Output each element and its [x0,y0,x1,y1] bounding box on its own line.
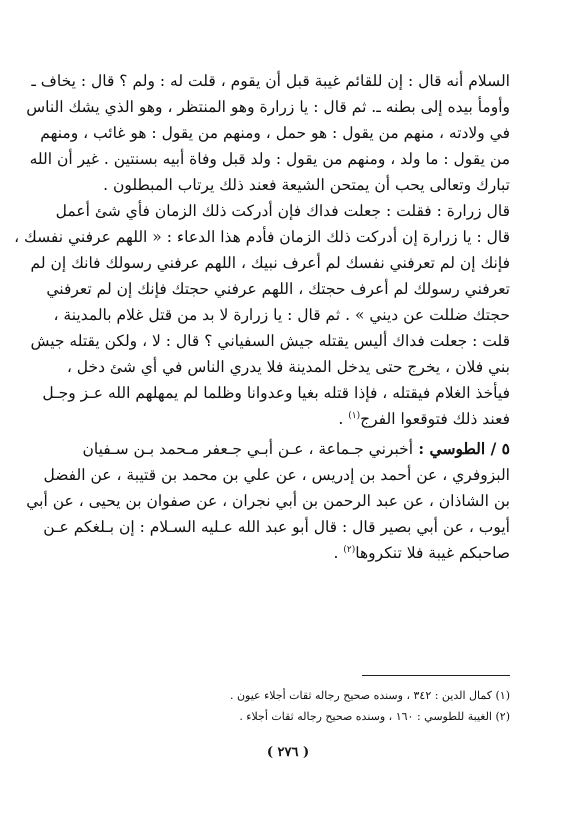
text-line: تبارك وتعالى يحب أن يمتحن الشيعة فعند ذلك يرتاب المبطلون . [103,176,510,194]
footnote-divider [362,675,510,676]
text-line: بن الشاذان ، عن عبد الرحمن بن أبي نجران ، عن صفوان بن يحيى ، عن أبي [26,492,510,510]
text-line: تعرفني رسولك لم أعرف حجتك ، اللهم عرفني حجتك فإنك إن لم تعرفني [46,280,510,298]
text-fragment: . [338,410,349,428]
text-fragment: فعند ذلك فتوقعوا الفرج [360,410,510,428]
text-line: بني فلان ، يخرج حتى يدخل المدينة فلا يدري الناس في أي شئ دخل ، [66,358,510,376]
text-line: فإنك إن لم تعرفني نفسك لم أعرف نبيك ، اللهم عرفني رسولك فانك إن لم [30,254,510,272]
text-fragment: أخبرني جـماعة ، عـن أبـي جـعفر مـحمد بـن سـفيان [82,440,414,458]
text-line: من يقول : ما ولد ، ومنهم من يقول : ولد قبل وفاة أبيه بسنتين . غير أن الله [29,150,510,168]
text-line: وأومأ بيده إلى بطنه ـ. ثم قال : يا زرارة وهو المنتظر ، وهو الذي يشك الناس [26,98,510,116]
narration-label: ٥ / الطوسي : [413,439,510,458]
text-fragment: صاحبكم غيبة فلا تنكروها [355,544,510,562]
footnote-2: (٢) الغيبة للطوسي : ١٦٠ ، وسنده صحيح رجاله ثقات أجلاء . [239,710,510,723]
text-line: حجتك ضللت عن ديني » . ثم قال : يا زرارة لا بد من قتل غلام بالمدينة ، [53,306,510,324]
footnote-reference-2[interactable]: (٢) [343,544,356,555]
page-number: ( ٢٧٦ ) [266,745,310,760]
footnote-1: (١) كمال الدين : ٣٤٢ ، وسنده صحيح رجاله ثقات أجلاء عيون . [229,689,510,702]
text-line: في ولادته ، منهم من يقول : هو حمل ، ومنهم من يقول : هو غائب ، ومنهم [40,124,510,142]
text-line: فيأخذ الغلام فيقتله ، فإذا قتله بغيا وعدوانا وظلما لم يمهلهم الله عـز وجـل [42,384,510,402]
text-fragment: . [333,544,344,562]
text-line: السلام أنه قال : إن للقائم غيبة قبل أن يقوم ، قلت له : ولم ؟ قال : يخاف ـ [31,72,510,90]
main-text [14,68,510,566]
text-line [86,406,510,432]
footnote-reference-1[interactable]: (١) [348,410,361,421]
text-line [86,540,510,566]
footnotes [200,685,510,727]
text-line [82,436,510,462]
text-line: البزوفري ، عن أحمد بن إدريس ، عن علي بن محمد بن قتيبة ، عن الفضل [43,466,510,484]
text-line: قال زرارة : فقلت : جعلت فداك فإن أدركت ذلك الزمان فأي شئ أعمل [55,202,510,220]
text-line: قال : يا زرارة إن أدركت ذلك الزمان فأدم هذا الدعاء : « اللهم عرفني نفسك ، [14,228,510,246]
text-line: أيوب ، عن أبي بصير قال : قال أبو عبد الله عـليه السـلام : إن بـلغكم عـن [43,518,510,536]
text-line: قلت : جعلت فداك أليس يقتله جيش السفياني ؟ قال : لا ، ولكن يقتله جيش [30,332,510,350]
